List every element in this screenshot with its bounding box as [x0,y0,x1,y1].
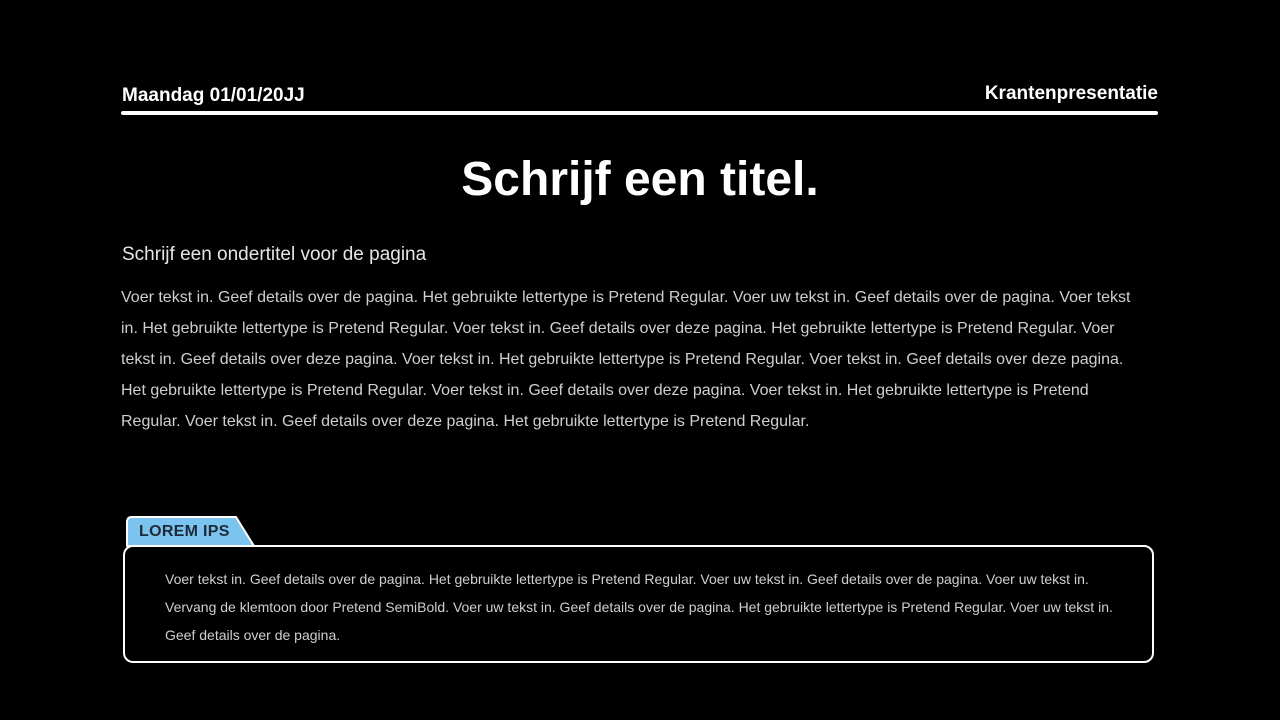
header [122,84,1158,108]
callout-text: Voer tekst in. Geef details over de pagina. Het gebruikte lettertype is Pretend Regular. Voer uw tekst in. Geef details over de pagina. Voer uw tekst in. Vervang de klemtoon door Pretend SemiBold. Voer uw tekst in. Geef details over de pagina. Het gebruikte lettertype is Pretend Regular. Voer uw tekst in. Geef details over de pagina. [165,571,1113,643]
header-date: Maandag 01/01/20JJ [122,85,305,106]
body-paragraph: Voer tekst in. Geef details over de pagina. Het gebruikte lettertype is Pretend Regular. Voer uw tekst in. Geef details over de pagina. Voer tekst in. Het gebruikte lettertype is Pretend Regular. Voer tekst in. Geef details over deze pagina. Het gebruikte lettertype is Pretend Regular. Voer tekst in. Geef details over deze pagina. Voer tekst in. Het gebruikte lettertype is Pretend Regular. Voer tekst in. Geef details over deze pagina. Het gebruikte lettertype is Pretend Regular. Voer tekst in. Geef details over deze pagina. Voer tekst in. Het gebruikte lettertype is Pretend Regular. Voer tekst in. Geef details over deze pagina. Het gebruikte lettertype is Pretend Regular. [121,289,1131,430]
page-subtitle: Schrijf een ondertitel voor de pagina [122,244,427,265]
callout-tab [126,516,256,547]
header-brand: Krantenpresentatie [984,83,1158,104]
header-divider [121,111,1158,115]
callout-tab-label: LOREM IPS [139,523,230,540]
page-title: Schrijf een titel. [461,153,819,206]
callout-box [123,545,1154,663]
